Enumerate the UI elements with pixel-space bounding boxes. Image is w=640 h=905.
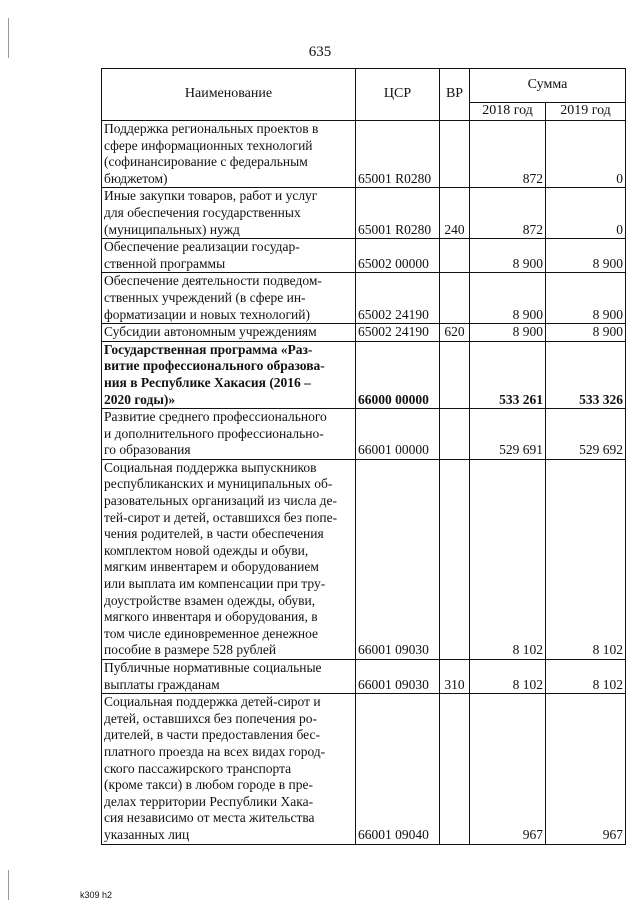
row-csr: 65002 00000 <box>356 239 440 273</box>
row-name-line: ского пассажирского транспорта <box>104 760 292 776</box>
row-name <box>102 239 356 273</box>
row-name-line: разовательных организаций из числа де- <box>104 493 338 509</box>
row-vr <box>440 341 470 408</box>
row-name-line: (софинансирование с федеральным <box>104 154 308 170</box>
row-name-line: детей, оставшихся без попечения ро- <box>104 710 318 726</box>
row-name-line: пособие в размере 528 рублей <box>104 642 277 658</box>
row-vr: 240 <box>440 188 470 239</box>
row-amount-2019: 8 102 <box>546 459 626 659</box>
row-name-line: витие профессионального образова- <box>104 358 325 374</box>
row-name <box>102 188 356 239</box>
row-amount-2018: 8 102 <box>470 459 546 659</box>
header-sum: Сумма <box>470 69 626 103</box>
row-name-line: Государственная программа «Раз- <box>104 341 313 357</box>
table-row <box>102 660 626 694</box>
row-csr: 65001 R0280 <box>356 121 440 188</box>
row-name-line: го образования <box>104 442 191 458</box>
row-amount-2018: 8 102 <box>470 660 546 694</box>
row-name-line: Обеспечение реализации государ- <box>104 239 300 255</box>
row-name-line: дителей, в части предоставления бес- <box>104 727 320 743</box>
row-name-line: Обеспечение деятельности подведом- <box>104 273 322 289</box>
row-name-line: Развитие среднего профессионального <box>104 409 327 425</box>
row-csr: 66001 00000 <box>356 409 440 460</box>
row-amount-2019: 0 <box>546 121 626 188</box>
table-row <box>102 409 626 460</box>
row-csr: 65002 24190 <box>356 273 440 324</box>
row-name <box>102 273 356 324</box>
row-name <box>102 121 356 188</box>
row-name <box>102 694 356 844</box>
page-number: 635 <box>308 44 332 60</box>
row-name-line: том числе единовременное денежное <box>104 625 319 641</box>
table-row <box>102 273 626 324</box>
row-csr: 66001 09040 <box>356 694 440 844</box>
row-vr <box>440 273 470 324</box>
table-row <box>102 121 626 188</box>
header-name: Наименование <box>102 69 356 121</box>
row-csr: 66000 00000 <box>356 341 440 408</box>
row-name-line: мягкого инвентаря и оборудования, в <box>104 609 318 625</box>
header-csr: ЦСР <box>356 69 440 121</box>
row-vr <box>440 694 470 844</box>
table-row <box>102 459 626 659</box>
row-amount-2018: 967 <box>470 694 546 844</box>
row-amount-2019: 8 900 <box>546 324 626 342</box>
row-vr <box>440 121 470 188</box>
row-amount-2018: 8 900 <box>470 239 546 273</box>
table-row <box>102 324 626 342</box>
row-amount-2018: 533 261 <box>470 341 546 408</box>
binding-mark-bottom <box>8 870 9 900</box>
row-amount-2018: 8 900 <box>470 273 546 324</box>
row-vr: 620 <box>440 324 470 342</box>
table-row <box>102 188 626 239</box>
row-name-line: доустройстве взамен одежды, обуви, <box>104 592 316 608</box>
row-amount-2019: 0 <box>546 188 626 239</box>
row-csr: 66001 09030 <box>356 660 440 694</box>
row-name-line: ния в Республике Хакасия (2016 – <box>104 374 311 390</box>
row-amount-2018: 872 <box>470 188 546 239</box>
row-amount-2018: 872 <box>470 121 546 188</box>
row-amount-2019: 8 900 <box>546 273 626 324</box>
row-name-line: выплаты гражданам <box>104 676 220 692</box>
row-name-line: Иные закупки товаров, работ и услуг <box>104 188 318 204</box>
footer-code: k309 h2 <box>80 890 113 900</box>
row-name-line: или выплата им компенсации при тру- <box>104 576 326 592</box>
row-name-line: республиканских и муниципальных об- <box>104 476 333 492</box>
row-name-line: мягким инвентарем и оборудованием <box>104 559 319 575</box>
row-amount-2018: 8 900 <box>470 324 546 342</box>
row-name-line: делах территории Республики Хака- <box>104 793 314 809</box>
table-row <box>102 341 626 408</box>
row-name <box>102 409 356 460</box>
table-row <box>102 694 626 844</box>
row-name-line: указанных лиц <box>104 826 190 842</box>
row-name-line: чения родителей, в части обеспечения <box>104 526 324 542</box>
row-name-line: (кроме такси) в любом городе в пре- <box>104 777 313 793</box>
row-name-line: и дополнительного профессионально- <box>104 425 324 441</box>
row-name-line: тей-сирот и детей, оставшихся без попе- <box>104 509 338 525</box>
header-year-2019: 2019 год <box>546 103 626 121</box>
row-amount-2018: 529 691 <box>470 409 546 460</box>
row-amount-2019: 529 692 <box>546 409 626 460</box>
row-name <box>102 459 356 659</box>
budget-table <box>101 68 626 845</box>
row-csr: 66001 09030 <box>356 459 440 659</box>
row-name-line: Субсидии автономным учреждениям <box>104 324 317 340</box>
row-name <box>102 341 356 408</box>
table-row <box>102 239 626 273</box>
row-name-line: Социальная поддержка выпускников <box>104 459 317 475</box>
row-amount-2019: 533 326 <box>546 341 626 408</box>
table-body <box>102 121 626 845</box>
row-name-line: сфере информационных технологий <box>104 137 313 153</box>
row-vr <box>440 239 470 273</box>
header-year-2018: 2018 год <box>470 103 546 121</box>
row-name-line: сия независимо от места жительства <box>104 810 315 826</box>
row-name <box>102 660 356 694</box>
row-name-line: комплектом новой одежды и обуви, <box>104 542 309 558</box>
header-vr: ВР <box>440 69 470 121</box>
row-amount-2019: 8 900 <box>546 239 626 273</box>
row-name-line: (муниципальных) нужд <box>104 221 240 237</box>
row-name-line: для обеспечения государственных <box>104 204 301 220</box>
row-name-line: бюджетом) <box>104 170 168 186</box>
row-name <box>102 324 356 342</box>
row-name-line: форматизации и новых технологий) <box>104 306 311 322</box>
row-name-line: ственных учреждений (в сфере ин- <box>104 289 306 305</box>
row-vr <box>440 409 470 460</box>
row-amount-2019: 967 <box>546 694 626 844</box>
row-name-line: Социальная поддержка детей-сирот и <box>104 694 321 710</box>
row-amount-2019: 8 102 <box>546 660 626 694</box>
row-name-line: 2020 годы)» <box>104 391 176 407</box>
row-name-line: Публичные нормативные социальные <box>104 660 322 675</box>
row-name-line: платного проезда на всех видах город- <box>104 743 326 759</box>
row-name-line: Поддержка региональных проектов в <box>104 121 319 136</box>
row-vr <box>440 459 470 659</box>
row-vr: 310 <box>440 660 470 694</box>
row-csr: 65002 24190 <box>356 324 440 342</box>
row-csr: 65001 R0280 <box>356 188 440 239</box>
row-name-line: ственной программы <box>104 255 226 271</box>
